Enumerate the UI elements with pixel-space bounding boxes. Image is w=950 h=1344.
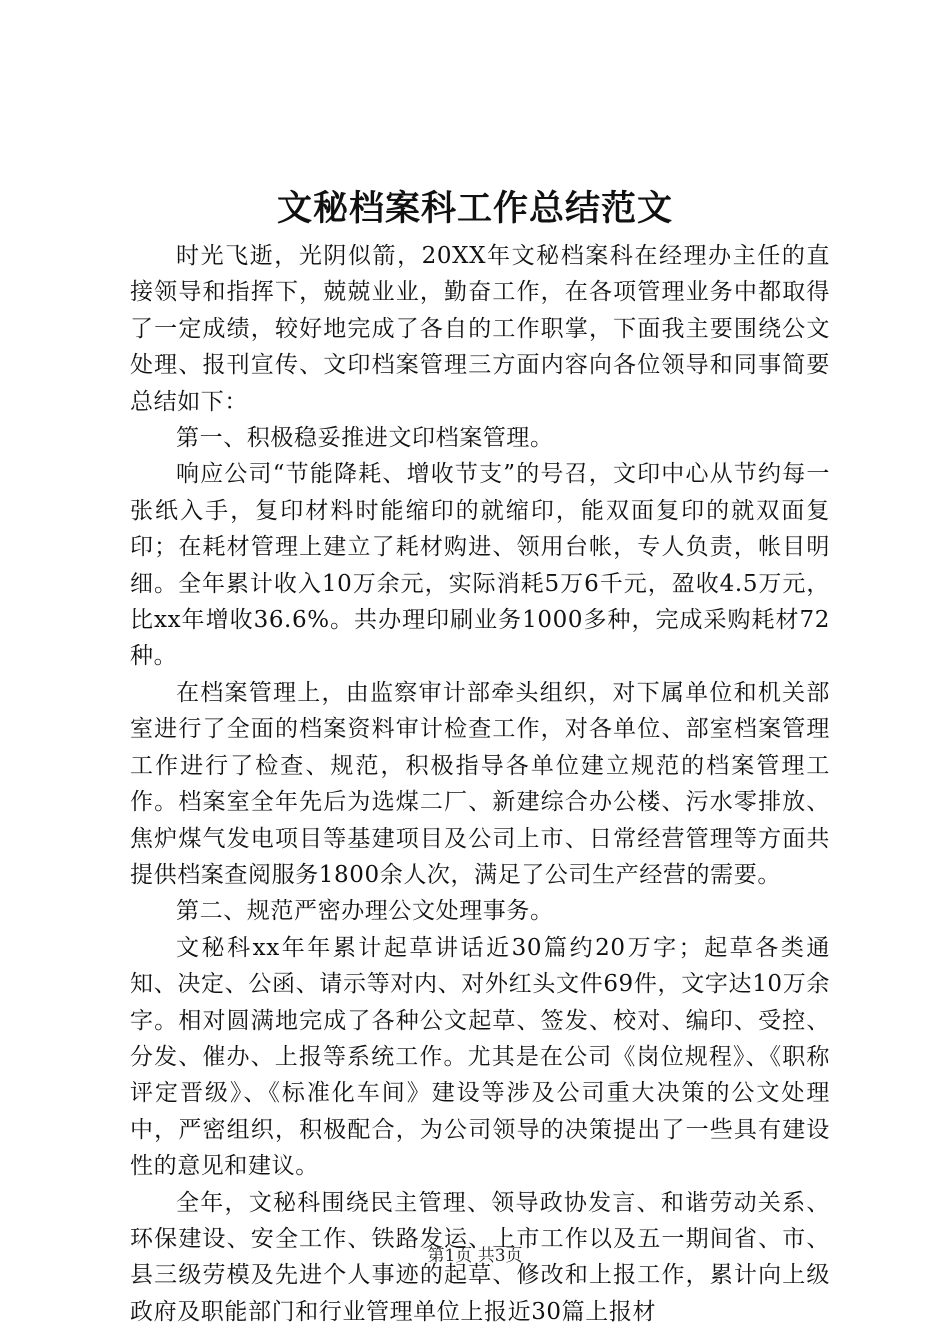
- section-heading-2: 第二、规范严密办理公文处理事务。: [176, 898, 554, 925]
- paragraph-printing: 响应公司“节能降耗、增收节支”的号召，文印中心从节约每一张纸入手，复印材料时能缩印的就缩印，能双面复印的就双面复印；在耗材管理上建立了耗材购进、领用台帐，专人负责，帐目明细。全年累计收入10万余元，实际消耗5万6千元，盈收4.5万元，比xx年增收36.6%。共办理印刷业务1000多种，完成采购耗材72种。: [130, 461, 830, 670]
- section-heading-1: 第一、积极稳妥推进文印档案管理。: [176, 425, 554, 452]
- paragraph-documents: 文秘科xx年年累计起草讲话近30篇约20万字；起草各类通知、决定、公函、请示等对内、对外红头文件69件，文字达10万余字。相对圆满地完成了各种公文起草、签发、校对、编印、受控、分发、催办、上报等系统工作。尤其是在公司《岗位规程》、《职称评定晋级》、《标准化车间》建设等涉及公司重大决策的公文处理中，严密组织，积极配合，为公司领导的决策提出了一些具有建设性的意见和建议。: [130, 934, 830, 1180]
- paragraph-archives: 在档案管理上，由监察审计部牵头组织，对下属单位和机关部室进行了全面的档案资料审计检查工作，对各单位、部室档案管理工作进行了检查、规范，积极指导各单位建立规范的档案管理工作。档案室全年先后为选煤二厂、新建综合办公楼、污水零排放、焦炉煤气发电项目等基建项目及公司上市、日常经营管理等方面共提供档案查阅服务1800余人次，满足了公司生产经营的需要。: [130, 679, 830, 888]
- paragraph-yearly: 全年，文秘科围绕民主管理、领导政协发言、和谐劳动关系、环保建设、安全工作、铁路发运、上市工作以及五一期间省、市、县三级劳模及先进个人事迹的起草、修改和上报工作，累计向上级政府及职能部门和行业管理单位上报近30篇上报材: [130, 1189, 830, 1325]
- page-number-footer: 第1页 共3页: [427, 1246, 523, 1266]
- document-body: [130, 238, 830, 1330]
- paragraph-intro: 时光飞逝，光阴似箭，20XX年文秘档案科在经理办主任的直接领导和指挥下，兢兢业业，勤奋工作，在各项管理业务中都取得了一定成绩，较好地完成了各自的工作职掌，下面我主要围绕公文处理、报刊宣传、文印档案管理三方面内容向各位领导和同事简要总结如下：: [130, 243, 830, 415]
- document-title: 文秘档案科工作总结范文: [276, 188, 673, 229]
